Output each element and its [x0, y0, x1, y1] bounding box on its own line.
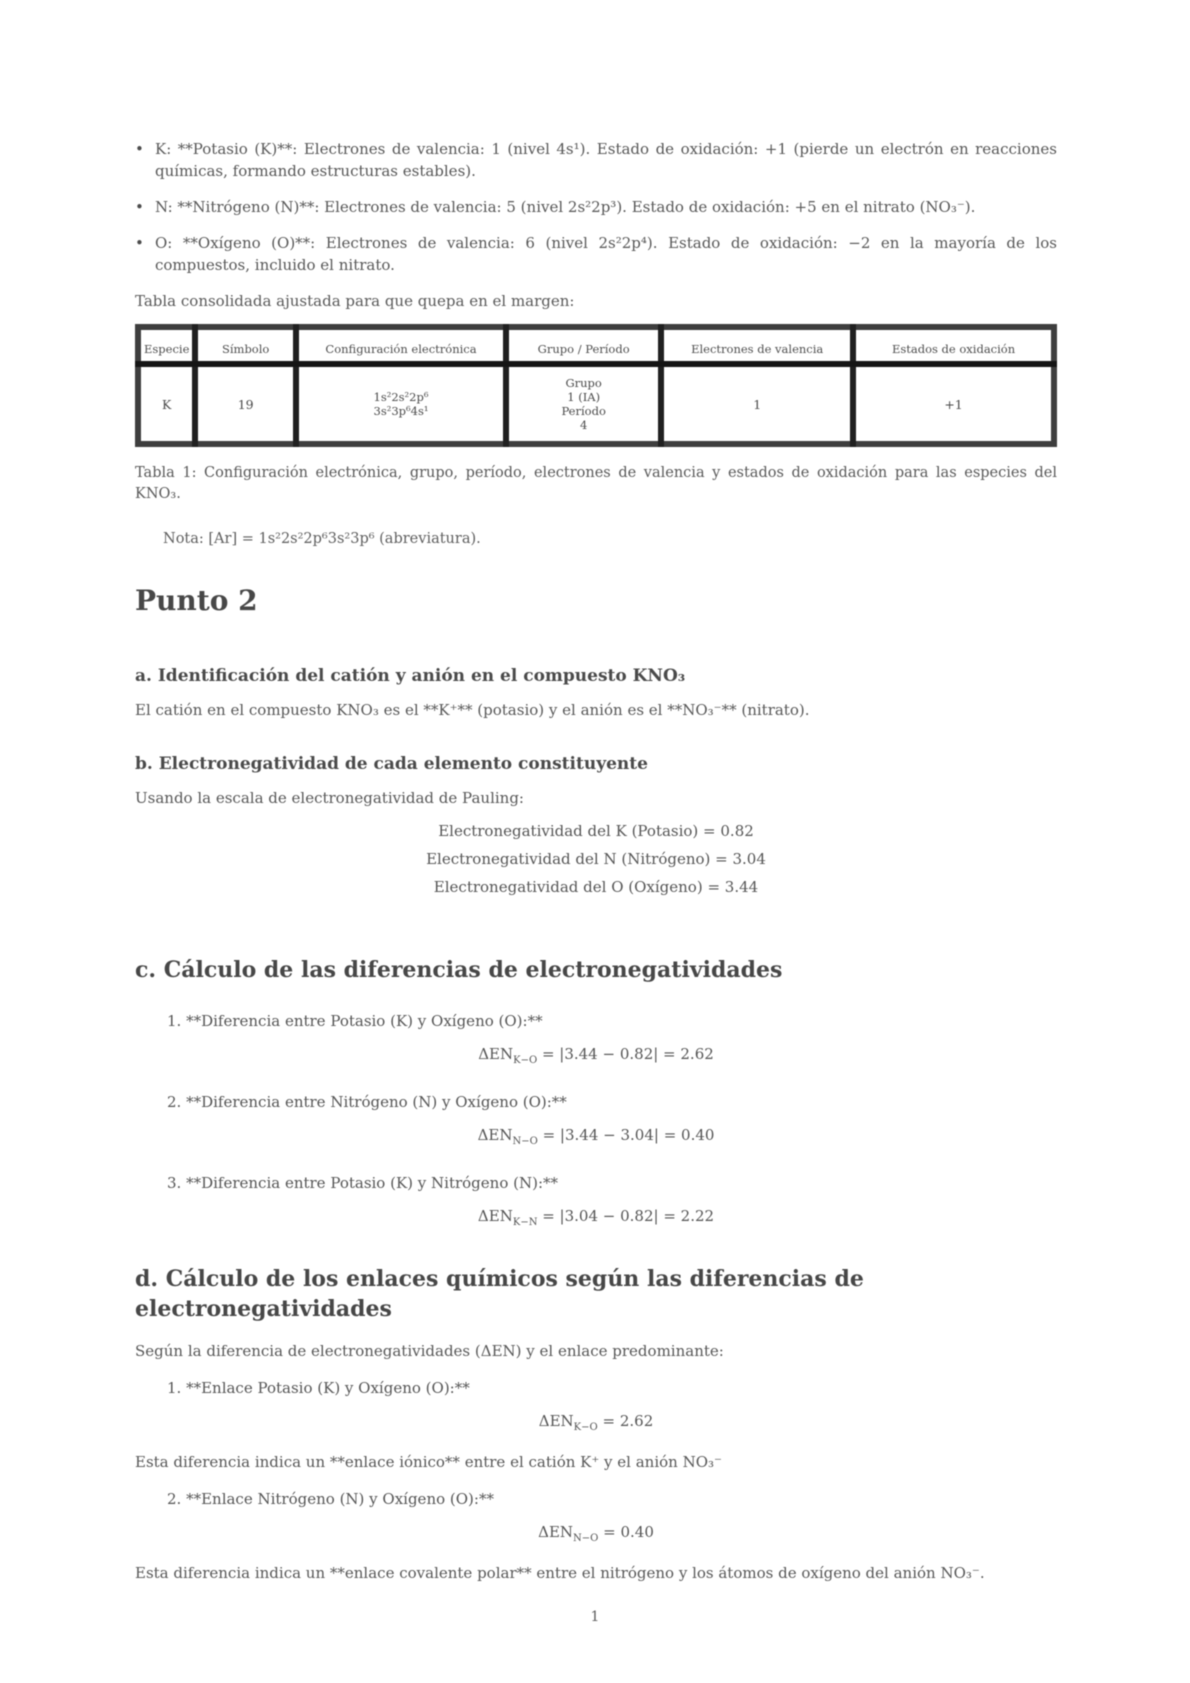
page-content [135, 0, 1057, 1584]
bond-equation [135, 1412, 1057, 1433]
electronegativity-n: Electronegatividad del N (Nitrógeno) = 3.04 [426, 850, 766, 868]
grupo-line: 1 (IA) [567, 390, 601, 404]
header-electrones-valencia: Electrones de valencia [661, 327, 853, 364]
equation-subscript: N−O [512, 1136, 538, 1147]
bullet-item-nitrogeno [135, 196, 1057, 218]
bullet-text: N: **Nitrógeno (N)**: Electrones de valencia: 5 (nivel 2s²2p³). Estado de oxidación: +5 en el nitrato (NO₃⁻). [155, 198, 976, 216]
header-simbolo: Símbolo [195, 327, 296, 364]
difference-equation [135, 1126, 1057, 1147]
cell-oxidacion: +1 [853, 364, 1054, 444]
equation-result: = 2.62 [597, 1412, 654, 1430]
header-estados-oxidacion: Estados de oxidación [853, 327, 1054, 364]
delta-en: ΔEN [538, 1412, 574, 1430]
delta-en: ΔEN [477, 1207, 513, 1225]
grupo-line: Período [561, 404, 606, 418]
difference-item-label: 2. **Diferencia entre Nitrógeno (N) y Oxígeno (O):** [167, 1093, 567, 1111]
page-number: 1 [590, 1609, 600, 1625]
table-row [138, 364, 1054, 444]
header-especie: Especie [138, 327, 195, 364]
header-configuracion: Configuración electrónica [296, 327, 506, 364]
electronegativity-values [135, 817, 1057, 901]
bond-conclusion-covalent: Esta diferencia indica un **enlace covalente polar** entre el nitrógeno y los átomos de oxígeno del anión NO₃⁻. [135, 1564, 985, 1582]
equation-result: = |3.44 − 0.82| = 2.62 [537, 1045, 714, 1063]
cell-configuracion [296, 364, 506, 444]
delta-en: ΔEN [477, 1126, 513, 1144]
equation-result: = 0.40 [598, 1523, 654, 1541]
difference-item-label: 1. **Diferencia entre Potasio (K) y Oxígeno (O):** [167, 1012, 543, 1030]
cell-especie: K [162, 396, 172, 412]
delta-en: ΔEN [478, 1045, 514, 1063]
equation-subscript: K−N [512, 1217, 538, 1228]
punto-heading: Punto 2 [135, 584, 258, 617]
bullet-text: K: **Potasio (K)**: Electrones de valencia: 1 (nivel 4s¹). Estado de oxidación: +1 (pierde un electrón en reacciones químicas, formando estructuras estables). [155, 140, 1057, 180]
section-a-body: El catión en el compuesto KNO₃ es el **K⁺** (potasio) y el anión es el **NO₃⁻** (nitrato). [135, 701, 810, 719]
equation-subscript: K−O [513, 1055, 538, 1066]
equation-result: = |3.04 − 0.82| = 2.22 [537, 1207, 715, 1225]
config-line: 3s²3p⁶4s¹ [373, 404, 429, 418]
bullet-marker: • [135, 234, 144, 252]
header-grupo-periodo: Grupo / Período [506, 327, 661, 364]
bullet-text: O: **Oxígeno (O)**: Electrones de valencia: 6 (nivel 2s²2p⁴). Estado de oxidación: −2 en la mayoría de los compuestos, incluido el nitrato. [155, 234, 1057, 274]
difference-equation [135, 1045, 1057, 1066]
section-d-intro: Según la diferencia de electronegatividades (ΔEN) y el enlace predominante: [135, 1342, 724, 1360]
equation-subscript: N−O [573, 1533, 599, 1544]
species-table [135, 324, 1057, 447]
cell-simbolo: 19 [195, 364, 296, 444]
bond-item-label: 2. **Enlace Nitrógeno (N) y Oxígeno (O):** [167, 1490, 494, 1508]
difference-item-label: 3. **Diferencia entre Potasio (K) y Nitrógeno (N):** [167, 1174, 559, 1192]
section-c-heading: c. Cálculo de las diferencias de electronegatividades [135, 957, 783, 983]
table-intro-line: Tabla consolidada ajustada para que quepa en el margen: [135, 292, 575, 310]
delta-en: ΔEN [538, 1523, 574, 1541]
table-header-row [138, 327, 1054, 364]
bullet-item-potasio [135, 138, 1057, 182]
bond-equation [135, 1523, 1057, 1544]
section-a-heading: a. Identificación del catión y anión en el compuesto KNO₃ [135, 666, 686, 686]
difference-equation [135, 1207, 1057, 1228]
equation-subscript: K−O [573, 1422, 598, 1433]
electronegativity-o: Electronegatividad del O (Oxígeno) = 3.44 [433, 878, 759, 896]
bullet-item-oxigeno [135, 232, 1057, 276]
section-d-heading: d. Cálculo de los enlaces químicos según las diferencias de electronegatividades [135, 1266, 864, 1322]
grupo-line: 4 [580, 418, 588, 432]
cell-valencia: 1 [661, 364, 853, 444]
table-caption: Tabla 1: Configuración electrónica, grupo, período, electrones de valencia y estados de oxidación para las especies del KNO₃. [135, 465, 1057, 502]
section-b-intro: Usando la escala de electronegatividad de Pauling: [135, 789, 524, 807]
bond-item-label: 1. **Enlace Potasio (K) y Oxígeno (O):** [167, 1379, 470, 1397]
bullet-marker: • [135, 140, 144, 158]
bullet-marker: • [135, 198, 144, 216]
electronegativity-k: Electronegatividad del K (Potasio) = 0.82 [438, 822, 754, 840]
config-line: 1s²2s²2p⁶ [373, 390, 429, 404]
bond-conclusion-ionic: Esta diferencia indica un **enlace iónico** entre el catión K⁺ y el anión NO₃⁻ [135, 1453, 722, 1471]
note-line: Nota: [Ar] = 1s²2s²2p⁶3s²3p⁶ (abreviatura). [163, 531, 481, 547]
equation-result: = |3.44 − 3.04| = 0.40 [537, 1126, 715, 1144]
section-b-heading: b. Electronegatividad de cada elemento constituyente [135, 754, 648, 774]
grupo-line: Grupo [565, 376, 602, 390]
cell-grupo-periodo [506, 364, 661, 444]
